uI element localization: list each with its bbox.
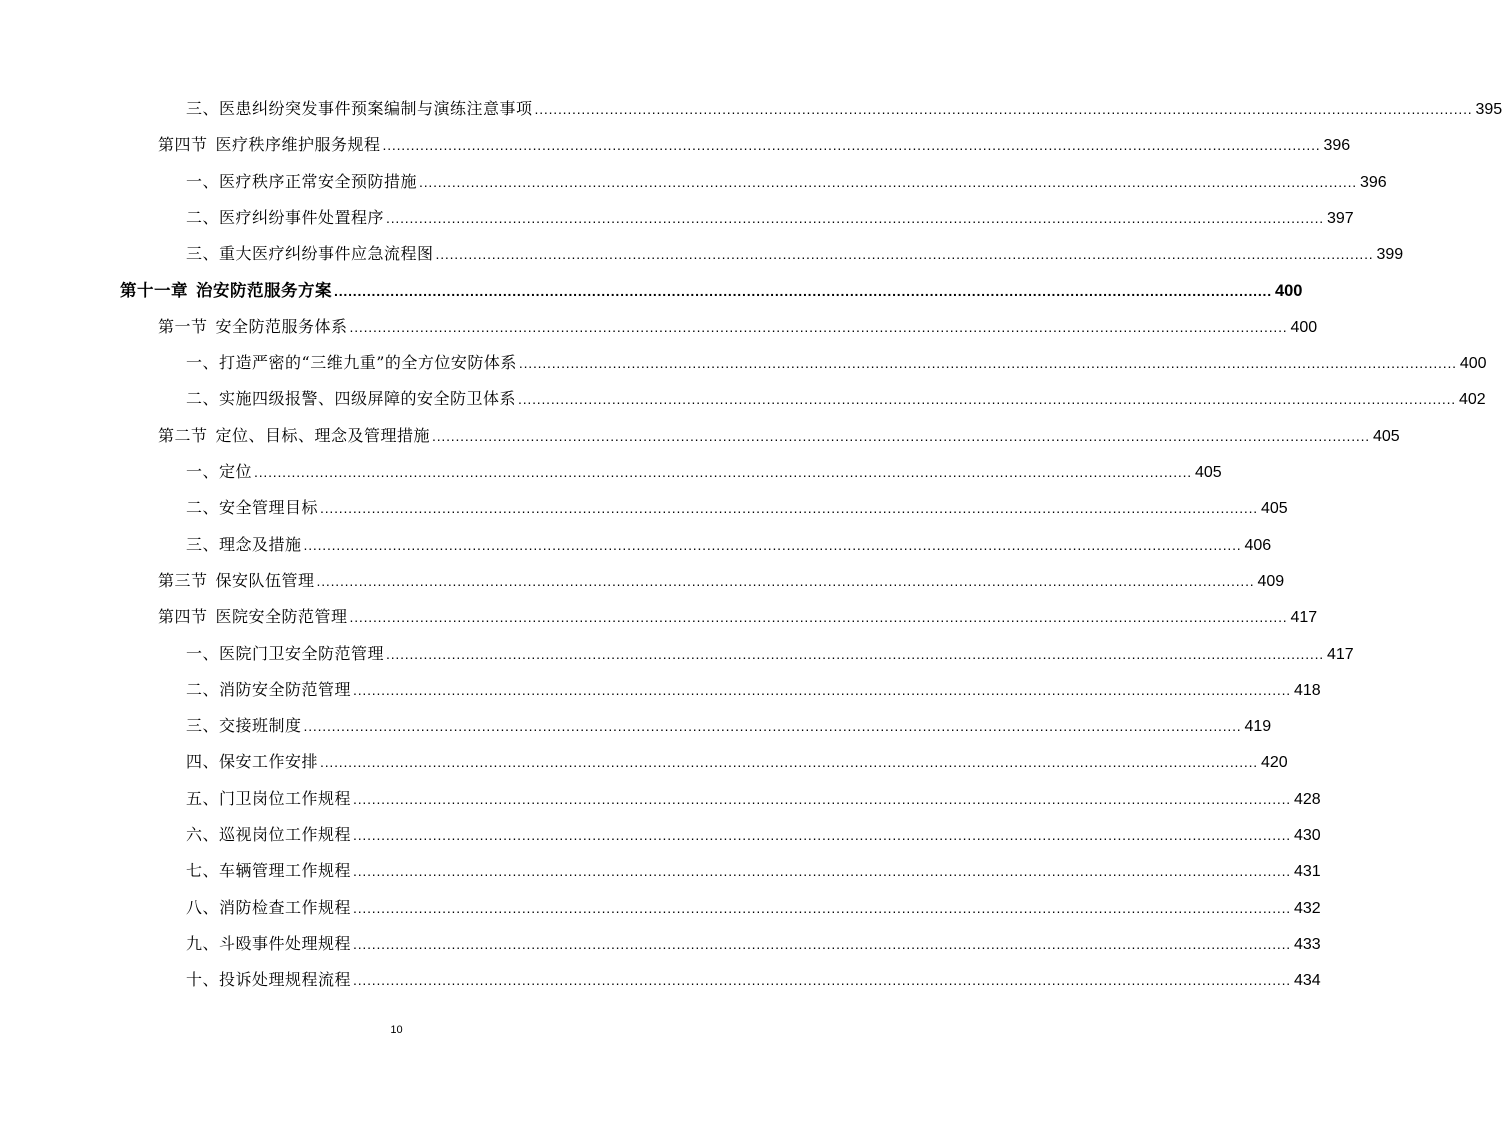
toc-entry[interactable] xyxy=(186,527,1272,563)
toc-entry-prefix: 三、 xyxy=(186,99,220,118)
toc-entry-title xyxy=(186,672,351,708)
toc-page-number: 405 xyxy=(1372,427,1400,445)
toc-leader-dots: ........................................................................................................................................................................................................ xyxy=(353,827,1291,843)
toc-entry[interactable] xyxy=(186,490,1288,526)
toc-leader-dots: ........................................................................................................................................................................................................ xyxy=(353,681,1291,698)
toc-entry-title xyxy=(186,744,318,780)
toc-entry[interactable] xyxy=(186,91,1502,127)
toc-entry-prefix: 一、 xyxy=(186,643,220,663)
toc-entry-prefix: 九、 xyxy=(186,933,220,953)
toc-entry-prefix: 二、 xyxy=(186,498,220,518)
toc-entry-prefix: 三、 xyxy=(186,716,220,736)
toc-entry-text: 实施四级报警、四级屏障的安全防卫体系 xyxy=(219,389,517,409)
toc-page-number: 405 xyxy=(1194,464,1222,481)
toc-entry-text: 安全管理目标 xyxy=(219,498,319,518)
toc-page-number: 431 xyxy=(1293,863,1321,881)
toc-page-number: 409 xyxy=(1257,572,1285,590)
toc-page-number: 430 xyxy=(1293,827,1321,844)
toc-entry[interactable] xyxy=(186,744,1288,780)
toc-leader-dots: ........................................................................................................................................................................................................ xyxy=(386,209,1324,226)
toc-page-number: 400 xyxy=(1274,281,1303,300)
toc-entry-text: 重大医疗纠纷事件应急流程图 xyxy=(219,244,434,264)
toc-entry[interactable] xyxy=(120,273,1303,309)
toc-entry-prefix: 一、 xyxy=(186,462,220,481)
toc-page-number: 428 xyxy=(1293,790,1321,808)
toc-entry-prefix: 三、 xyxy=(186,244,220,264)
toc-entry-prefix: 四、 xyxy=(186,752,220,772)
toc-page-number: 402 xyxy=(1458,391,1486,409)
toc-entry-text: 门卫岗位工作规程 xyxy=(219,788,352,808)
toc-entry-text: 定位 xyxy=(219,462,253,481)
toc-entry-text: 消防检查工作规程 xyxy=(219,897,352,917)
toc-entry-title xyxy=(186,381,516,417)
toc-entry-prefix: 第三节 xyxy=(158,570,208,590)
toc-entry[interactable] xyxy=(186,381,1486,417)
toc-leader-dots: ........................................................................................................................................................................................................ xyxy=(435,246,1374,263)
toc-entry-prefix: 第十一章 xyxy=(120,280,188,300)
toc-page-number: 417 xyxy=(1326,645,1354,663)
toc-entry-prefix: 第二节 xyxy=(158,425,208,445)
toc-leader-dots: ........................................................................................................................................................................................................ xyxy=(349,609,1288,626)
toc-entry[interactable] xyxy=(186,962,1321,998)
toc-leader-dots: ........................................................................................................................................................................................................ xyxy=(320,500,1258,517)
toc-entry-prefix: 一、 xyxy=(186,171,220,191)
toc-page-number: 395 xyxy=(1475,101,1502,118)
toc-leader-dots: ........................................................................................................................................................................................................ xyxy=(386,645,1324,662)
toc-entry-prefix: 十、 xyxy=(186,970,220,990)
toc-entry[interactable] xyxy=(186,200,1354,236)
toc-page-number: 432 xyxy=(1293,899,1321,917)
toc-page-number: 419 xyxy=(1244,718,1272,736)
toc-entry-prefix: 七、 xyxy=(186,861,220,881)
toc-entry-title xyxy=(186,164,417,200)
toc-entry[interactable] xyxy=(186,454,1222,490)
toc-entry-text: 车辆管理工作规程 xyxy=(219,861,352,881)
toc-page-number: 396 xyxy=(1323,137,1351,155)
toc-entry-title xyxy=(186,926,351,962)
toc-entry-prefix: 第一节 xyxy=(158,316,208,336)
toc-entry-title xyxy=(186,490,318,526)
toc-leader-dots: ........................................................................................................................................................................................................ xyxy=(432,427,1370,444)
toc-entry-text: 消防安全防范管理 xyxy=(219,679,352,699)
toc-entry[interactable] xyxy=(186,236,1404,272)
toc-page-number: 417 xyxy=(1290,609,1318,627)
toc-entry[interactable] xyxy=(186,636,1354,672)
toc-entry-text: 保安队伍管理 xyxy=(215,570,315,590)
toc-entry[interactable] xyxy=(186,345,1487,381)
toc-entry-title xyxy=(186,91,533,127)
toc-entry-prefix: 二、 xyxy=(186,679,220,699)
toc-entry[interactable] xyxy=(158,127,1351,163)
toc-entry[interactable] xyxy=(186,164,1387,200)
toc-leader-dots: ........................................................................................................................................................................................................ xyxy=(349,318,1288,335)
toc-leader-dots: ........................................................................................................................................................................................................ xyxy=(353,863,1291,880)
toc-leader-dots: ........................................................................................................................................................................................................ xyxy=(353,972,1291,989)
toc-page-number: 405 xyxy=(1260,500,1288,518)
toc-entry[interactable] xyxy=(186,781,1321,817)
toc-leader-dots: ........................................................................................................................................................................................................ xyxy=(419,173,1357,190)
toc-page-number: 400 xyxy=(1290,318,1318,336)
toc-leader-dots: ........................................................................................................................................................................................................ xyxy=(518,391,1456,408)
toc-entry[interactable] xyxy=(158,418,1400,454)
toc-leader-dots: ........................................................................................................................................................................................................ xyxy=(316,572,1255,589)
toc-entry-title xyxy=(186,200,384,236)
toc-entry-prefix: 二、 xyxy=(186,207,220,227)
toc-entry-title xyxy=(158,418,430,454)
toc-entry-text: 投诉处理规程流程 xyxy=(219,970,352,990)
toc-page-number: 396 xyxy=(1359,173,1387,191)
toc-entry-text: 医疗秩序维护服务规程 xyxy=(215,135,381,155)
toc-leader-dots: ........................................................................................................................................................................................................ xyxy=(382,137,1321,154)
toc-leader-dots: ........................................................................................................................................................................................................ xyxy=(353,899,1291,916)
toc-entry-prefix: 八、 xyxy=(186,897,220,917)
toc-page-number: 397 xyxy=(1326,209,1354,227)
toc-page-number: 400 xyxy=(1459,355,1487,373)
toc-entry-title xyxy=(186,527,302,563)
toc-entry-text: 医疗秩序正常安全预防措施 xyxy=(219,171,418,191)
toc-entry[interactable] xyxy=(186,817,1321,853)
toc-entry-text: 交接班制度 xyxy=(219,716,302,736)
toc-entry-text: 斗殴事件处理规程 xyxy=(219,933,352,953)
toc-leader-dots: ........................................................................................................................................................................................................ xyxy=(518,355,1457,372)
toc-entry-title xyxy=(186,781,351,817)
toc-entry-title xyxy=(186,345,517,381)
toc-page-number: 399 xyxy=(1376,246,1404,264)
toc-entry[interactable] xyxy=(158,563,1285,599)
toc-page-number: 406 xyxy=(1244,536,1272,554)
toc-leader-dots: ........................................................................................................................................................................................................ xyxy=(303,718,1242,735)
toc-leader-dots: ........................................................................................................................................................................................................ xyxy=(353,935,1291,952)
page-number: 10 xyxy=(390,1024,403,1036)
toc-entry-prefix: 五、 xyxy=(186,788,220,808)
toc-leader-dots: ........................................................................................................................................................................................................ xyxy=(334,282,1272,299)
toc-entry-text: 巡视岗位工作规程 xyxy=(219,825,352,844)
toc-entry[interactable] xyxy=(158,599,1318,635)
toc-leader-dots: ........................................................................................................................................................................................................ xyxy=(254,464,1192,480)
toc-entry-prefix: 第四节 xyxy=(158,135,208,155)
toc-entry-prefix: 一、 xyxy=(186,353,220,373)
toc-leader-dots: ........................................................................................................................................................................................................ xyxy=(303,536,1242,553)
toc-entry-text: 治安防范服务方案 xyxy=(196,280,332,300)
toc-entry[interactable] xyxy=(186,672,1321,708)
toc-entry-title xyxy=(186,817,351,853)
toc-page-number: 420 xyxy=(1260,754,1288,772)
toc-entry-title xyxy=(120,273,332,309)
toc-entry-title xyxy=(186,962,351,998)
toc-entry-text: 医疗纠纷事件处置程序 xyxy=(219,207,385,227)
toc-entry-title xyxy=(158,599,348,635)
toc-entry-title xyxy=(158,563,315,599)
toc-entry[interactable] xyxy=(186,708,1272,744)
toc-entry[interactable] xyxy=(186,853,1321,889)
toc-entry-text: 定位、目标、理念及管理措施 xyxy=(215,425,431,445)
toc-entry-title xyxy=(186,236,434,272)
toc-leader-dots: ........................................................................................................................................................................................................ xyxy=(534,101,1473,117)
toc-page-number: 434 xyxy=(1293,972,1321,990)
toc-entry-text: 医患纠纷突发事件预案编制与演练注意事项 xyxy=(219,99,533,118)
toc-entry-title xyxy=(158,309,348,345)
toc-entry-title xyxy=(186,890,351,926)
toc-entry-title xyxy=(186,454,252,490)
toc-entry-title xyxy=(186,636,384,672)
toc-entry[interactable] xyxy=(186,890,1321,926)
toc-entry-prefix: 三、 xyxy=(186,534,220,554)
toc-entry-title xyxy=(186,708,302,744)
toc-entry-text: 打造严密的“三维九重”的全方位安防体系 xyxy=(219,353,517,373)
toc-leader-dots: ........................................................................................................................................................................................................ xyxy=(353,790,1291,807)
toc-entry-prefix: 二、 xyxy=(186,389,220,409)
toc-page-number: 418 xyxy=(1293,681,1321,699)
toc-entry-title xyxy=(186,853,351,889)
toc-entry-text: 保安工作安排 xyxy=(219,752,319,772)
toc-entry[interactable] xyxy=(158,309,1318,345)
toc-entry-text: 医院门卫安全防范管理 xyxy=(219,643,385,663)
toc-entry-text: 安全防范服务体系 xyxy=(215,316,348,336)
toc-entry-prefix: 六、 xyxy=(186,825,220,844)
toc-entry-text: 理念及措施 xyxy=(219,534,302,554)
toc-entry-text: 医院安全防范管理 xyxy=(215,607,348,627)
toc-entry[interactable] xyxy=(186,926,1321,962)
toc-leader-dots: ........................................................................................................................................................................................................ xyxy=(320,754,1258,771)
toc-entry-title xyxy=(158,127,381,163)
toc-page-number: 433 xyxy=(1293,935,1321,953)
toc-entry-prefix: 第四节 xyxy=(158,607,208,627)
